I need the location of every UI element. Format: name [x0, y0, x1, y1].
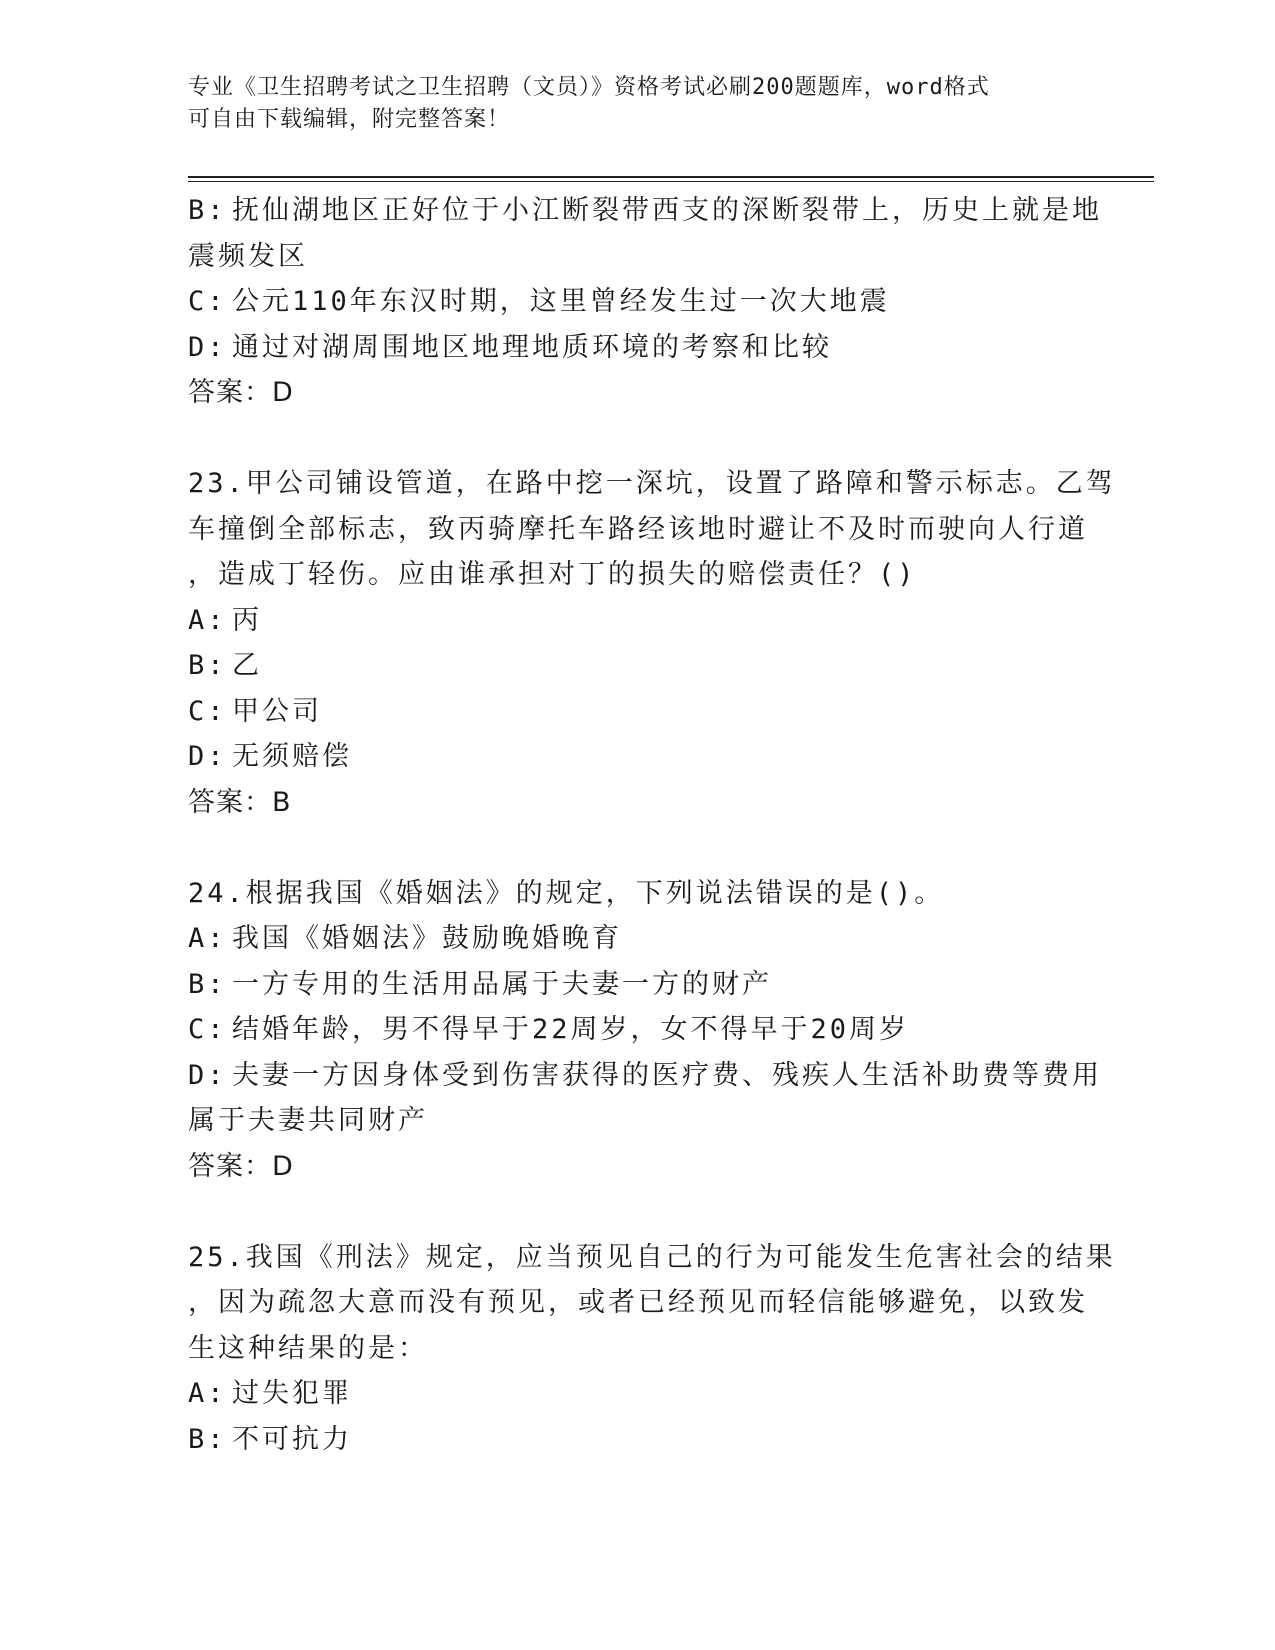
option-c — [188, 1007, 1088, 1053]
option-a — [188, 916, 1088, 962]
option-text: 不可抗力 — [232, 1423, 352, 1455]
answer-line: 答案：D — [188, 1150, 294, 1182]
option-b — [188, 643, 1088, 689]
option-b — [188, 962, 1088, 1008]
option-text: 一方专用的生活用品属于夫妻一方的财产 — [232, 968, 772, 1000]
question-stem-line-3: 生这种结果的是： — [188, 1332, 428, 1364]
option-text: 夫妻一方因身体受到伤害获得的医疗费、残疾人生活补助费等费用 — [232, 1059, 1102, 1091]
option-text: 抚仙湖地区正好位于小江断裂带西支的深断裂带上，历史上就是地 — [232, 195, 1102, 226]
option-label: A: — [188, 1378, 227, 1409]
option-text: 公元110年东汉时期，这里曾经发生过一次大地震 — [232, 286, 890, 317]
option-text: 通过对湖周围地区地理地质环境的考察和比较 — [232, 331, 832, 363]
option-d-continuation: 属于夫妻共同财产 — [188, 1105, 428, 1136]
option-label: B: — [188, 650, 227, 681]
option-a — [188, 1371, 1088, 1417]
option-label: D: — [188, 741, 227, 772]
option-b-continuation: 震频发区 — [188, 240, 308, 272]
option-d — [188, 1053, 1102, 1099]
answer-line: 答案：B — [188, 786, 292, 818]
spacer — [188, 416, 1088, 462]
option-text: 我国《婚姻法》鼓励晚婚晚育 — [232, 923, 622, 954]
option-label: C: — [188, 695, 227, 727]
page-header — [188, 72, 1088, 136]
option-label: C: — [188, 1014, 227, 1045]
option-c — [188, 689, 1088, 735]
question-stem-line-2: ，因为疏忽大意而没有预见，或者已经预见而轻信能够避免，以致发 — [188, 1287, 1088, 1318]
option-label: B: — [188, 1423, 227, 1455]
header-divider-thin — [188, 181, 1154, 182]
option-b — [188, 188, 1102, 234]
question-content — [188, 188, 1116, 1462]
question-24 — [188, 871, 1102, 1190]
option-a — [188, 598, 1088, 644]
question-22-tail — [188, 188, 1102, 416]
option-label: A: — [188, 923, 227, 954]
option-text: 无须赔偿 — [232, 741, 352, 772]
option-d — [188, 325, 1088, 371]
option-c — [188, 279, 1088, 325]
option-d — [188, 734, 1088, 780]
spacer — [188, 1189, 1088, 1235]
option-label: B: — [188, 195, 227, 226]
option-text: 过失犯罪 — [232, 1378, 352, 1409]
option-text: 结婚年龄，男不得早于22周岁，女不得早于20周岁 — [232, 1014, 910, 1045]
option-label: A: — [188, 604, 227, 636]
option-label: B: — [188, 968, 227, 1000]
option-text: 乙 — [232, 650, 262, 681]
option-text: 甲公司 — [232, 695, 322, 727]
option-b — [188, 1417, 1088, 1463]
option-label: D: — [188, 331, 227, 363]
question-23 — [188, 461, 1116, 825]
question-stem-line-1: 25.我国《刑法》规定，应当预见自己的行为可能发生危害社会的结果 — [188, 1241, 1116, 1273]
option-text: 丙 — [232, 604, 262, 636]
option-label: C: — [188, 286, 227, 317]
question-stem-line-3: ，造成丁轻伤。应由谁承担对丁的损失的赔偿责任？() — [188, 559, 917, 590]
question-25 — [188, 1235, 1116, 1463]
answer-line: 答案：D — [188, 377, 294, 408]
question-stem-line-2: 车撞倒全部标志，致丙骑摩托车路经该地时避让不及时而驶向人行道 — [188, 513, 1088, 545]
spacer — [188, 825, 1088, 871]
header-divider-thick — [188, 176, 1154, 178]
option-label: D: — [188, 1059, 227, 1091]
header-line-1: 专业《卫生招聘考试之卫生招聘（文员）》资格考试必刷200题题库，word格式 — [188, 75, 990, 100]
question-stem-line-1: 24.根据我国《婚姻法》的规定，下列说法错误的是()。 — [188, 877, 945, 909]
question-stem-line-1: 23.甲公司铺设管道，在路中挖一深坑，设置了路障和警示标志。乙驾 — [188, 468, 1116, 499]
header-line-2: 可自由下载编辑，附完整答案！ — [188, 107, 511, 132]
